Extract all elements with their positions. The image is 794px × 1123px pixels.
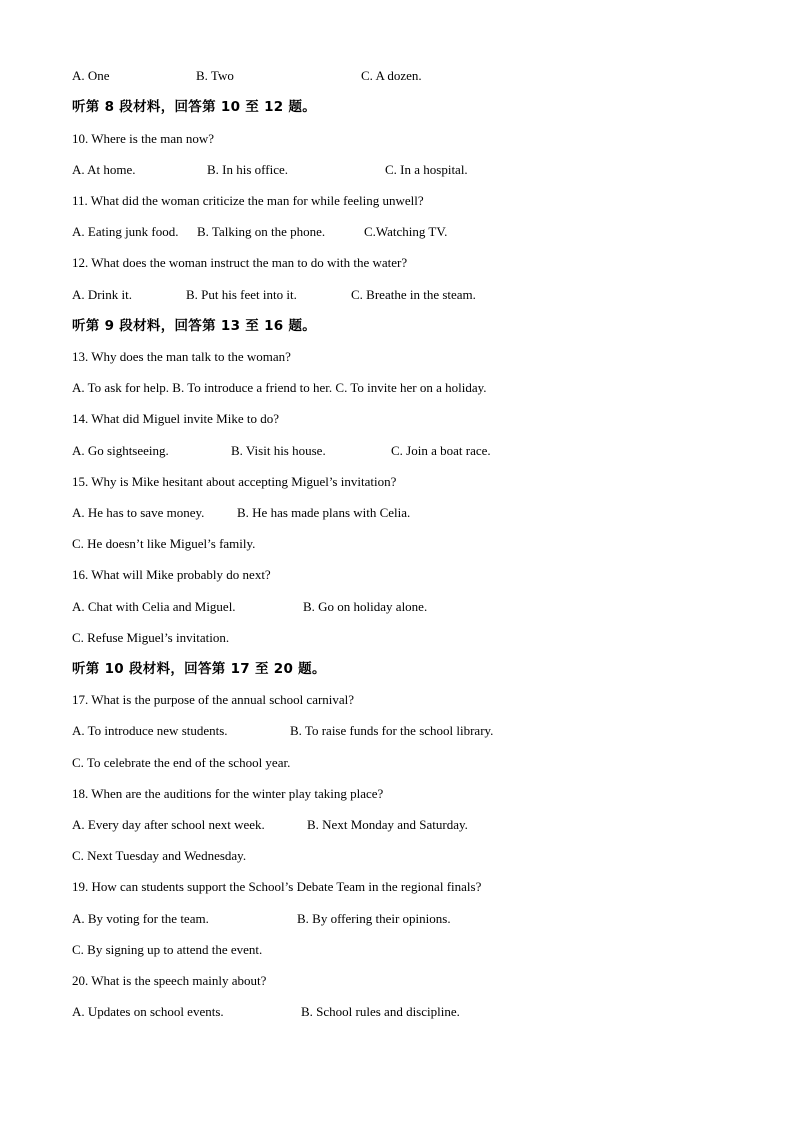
q11-option-a: A. Eating junk food. xyxy=(72,224,179,239)
q19-option-b: B. By offering their opinions. xyxy=(297,911,451,926)
q20-option-b: B. School rules and discipline. xyxy=(301,1004,460,1019)
q19-option-a: A. By voting for the team. xyxy=(72,911,209,926)
q11-option-c: C.Watching TV. xyxy=(364,224,448,239)
q10-option-b: B. In his office. xyxy=(207,162,288,177)
q14-option-a: A. Go sightseeing. xyxy=(72,443,169,458)
q20-option-a: A. Updates on school events. xyxy=(72,1004,224,1019)
q10-question: 10. Where is the man now? xyxy=(72,131,214,146)
q17-question: 17. What is the purpose of the annual school carnival? xyxy=(72,692,355,707)
q15-option-a: A. He has to save money. xyxy=(72,505,205,520)
q14-option-c: C. Join a boat race. xyxy=(391,443,491,458)
q12-option-b: B. Put his feet into it. xyxy=(186,287,297,302)
section-10-heading: 听第 10 段材料，回答第 17 至 20 题。 xyxy=(72,661,326,677)
q15-question: 15. Why is Mike hesitant about accepting Miguel’s invitation? xyxy=(72,474,397,489)
q9-option-a: A. One xyxy=(72,68,110,83)
q17-option-c: C. To celebrate the end of the school year. xyxy=(72,755,291,770)
q12-option-c: C. Breathe in the steam. xyxy=(351,287,476,302)
section-8-heading: 听第 8 段材料，回答第 10 至 12 题。 xyxy=(72,99,317,115)
q15-option-b: B. He has made plans with Celia. xyxy=(237,505,411,520)
q10-option-c: C. In a hospital. xyxy=(385,162,468,177)
q16-option-a: A. Chat with Celia and Miguel. xyxy=(72,599,236,614)
q11-question: 11. What did the woman criticize the man for while feeling unwell? xyxy=(72,193,424,208)
q12-option-a: A. Drink it. xyxy=(72,287,132,302)
q19-option-c: C. By signing up to attend the event. xyxy=(72,942,263,957)
q20-question: 20. What is the speech mainly about? xyxy=(72,973,267,988)
q12-question: 12. What does the woman instruct the man to do with the water? xyxy=(72,255,408,270)
q13-question: 13. Why does the man talk to the woman? xyxy=(72,349,291,364)
q13-options: A. To ask for help. B. To introduce a friend to her. C. To invite her on a holiday. xyxy=(72,380,487,395)
section-9-heading: 听第 9 段材料，回答第 13 至 16 题。 xyxy=(72,318,317,334)
q18-option-c: C. Next Tuesday and Wednesday. xyxy=(72,848,247,863)
q17-option-a: A. To introduce new students. xyxy=(72,723,228,738)
q16-option-c: C. Refuse Miguel’s invitation. xyxy=(72,630,230,645)
q15-option-c: C. He doesn’t like Miguel’s family. xyxy=(72,536,256,551)
q18-option-b: B. Next Monday and Saturday. xyxy=(307,817,468,832)
q9-option-b: B. Two xyxy=(196,68,234,83)
q9-option-c: C. A dozen. xyxy=(361,68,422,83)
q19-question: 19. How can students support the School’s Debate Team in the regional finals? xyxy=(72,879,482,894)
q14-option-b: B. Visit his house. xyxy=(231,443,326,458)
q14-question: 14. What did Miguel invite Mike to do? xyxy=(72,411,280,426)
q17-option-b: B. To raise funds for the school library. xyxy=(290,723,494,738)
q18-option-a: A. Every day after school next week. xyxy=(72,817,265,832)
q16-option-b: B. Go on holiday alone. xyxy=(303,599,428,614)
q11-option-b: B. Talking on the phone. xyxy=(197,224,326,239)
q16-question: 16. What will Mike probably do next? xyxy=(72,567,271,582)
q10-option-a: A. At home. xyxy=(72,162,136,177)
q18-question: 18. When are the auditions for the winter play taking place? xyxy=(72,786,384,801)
